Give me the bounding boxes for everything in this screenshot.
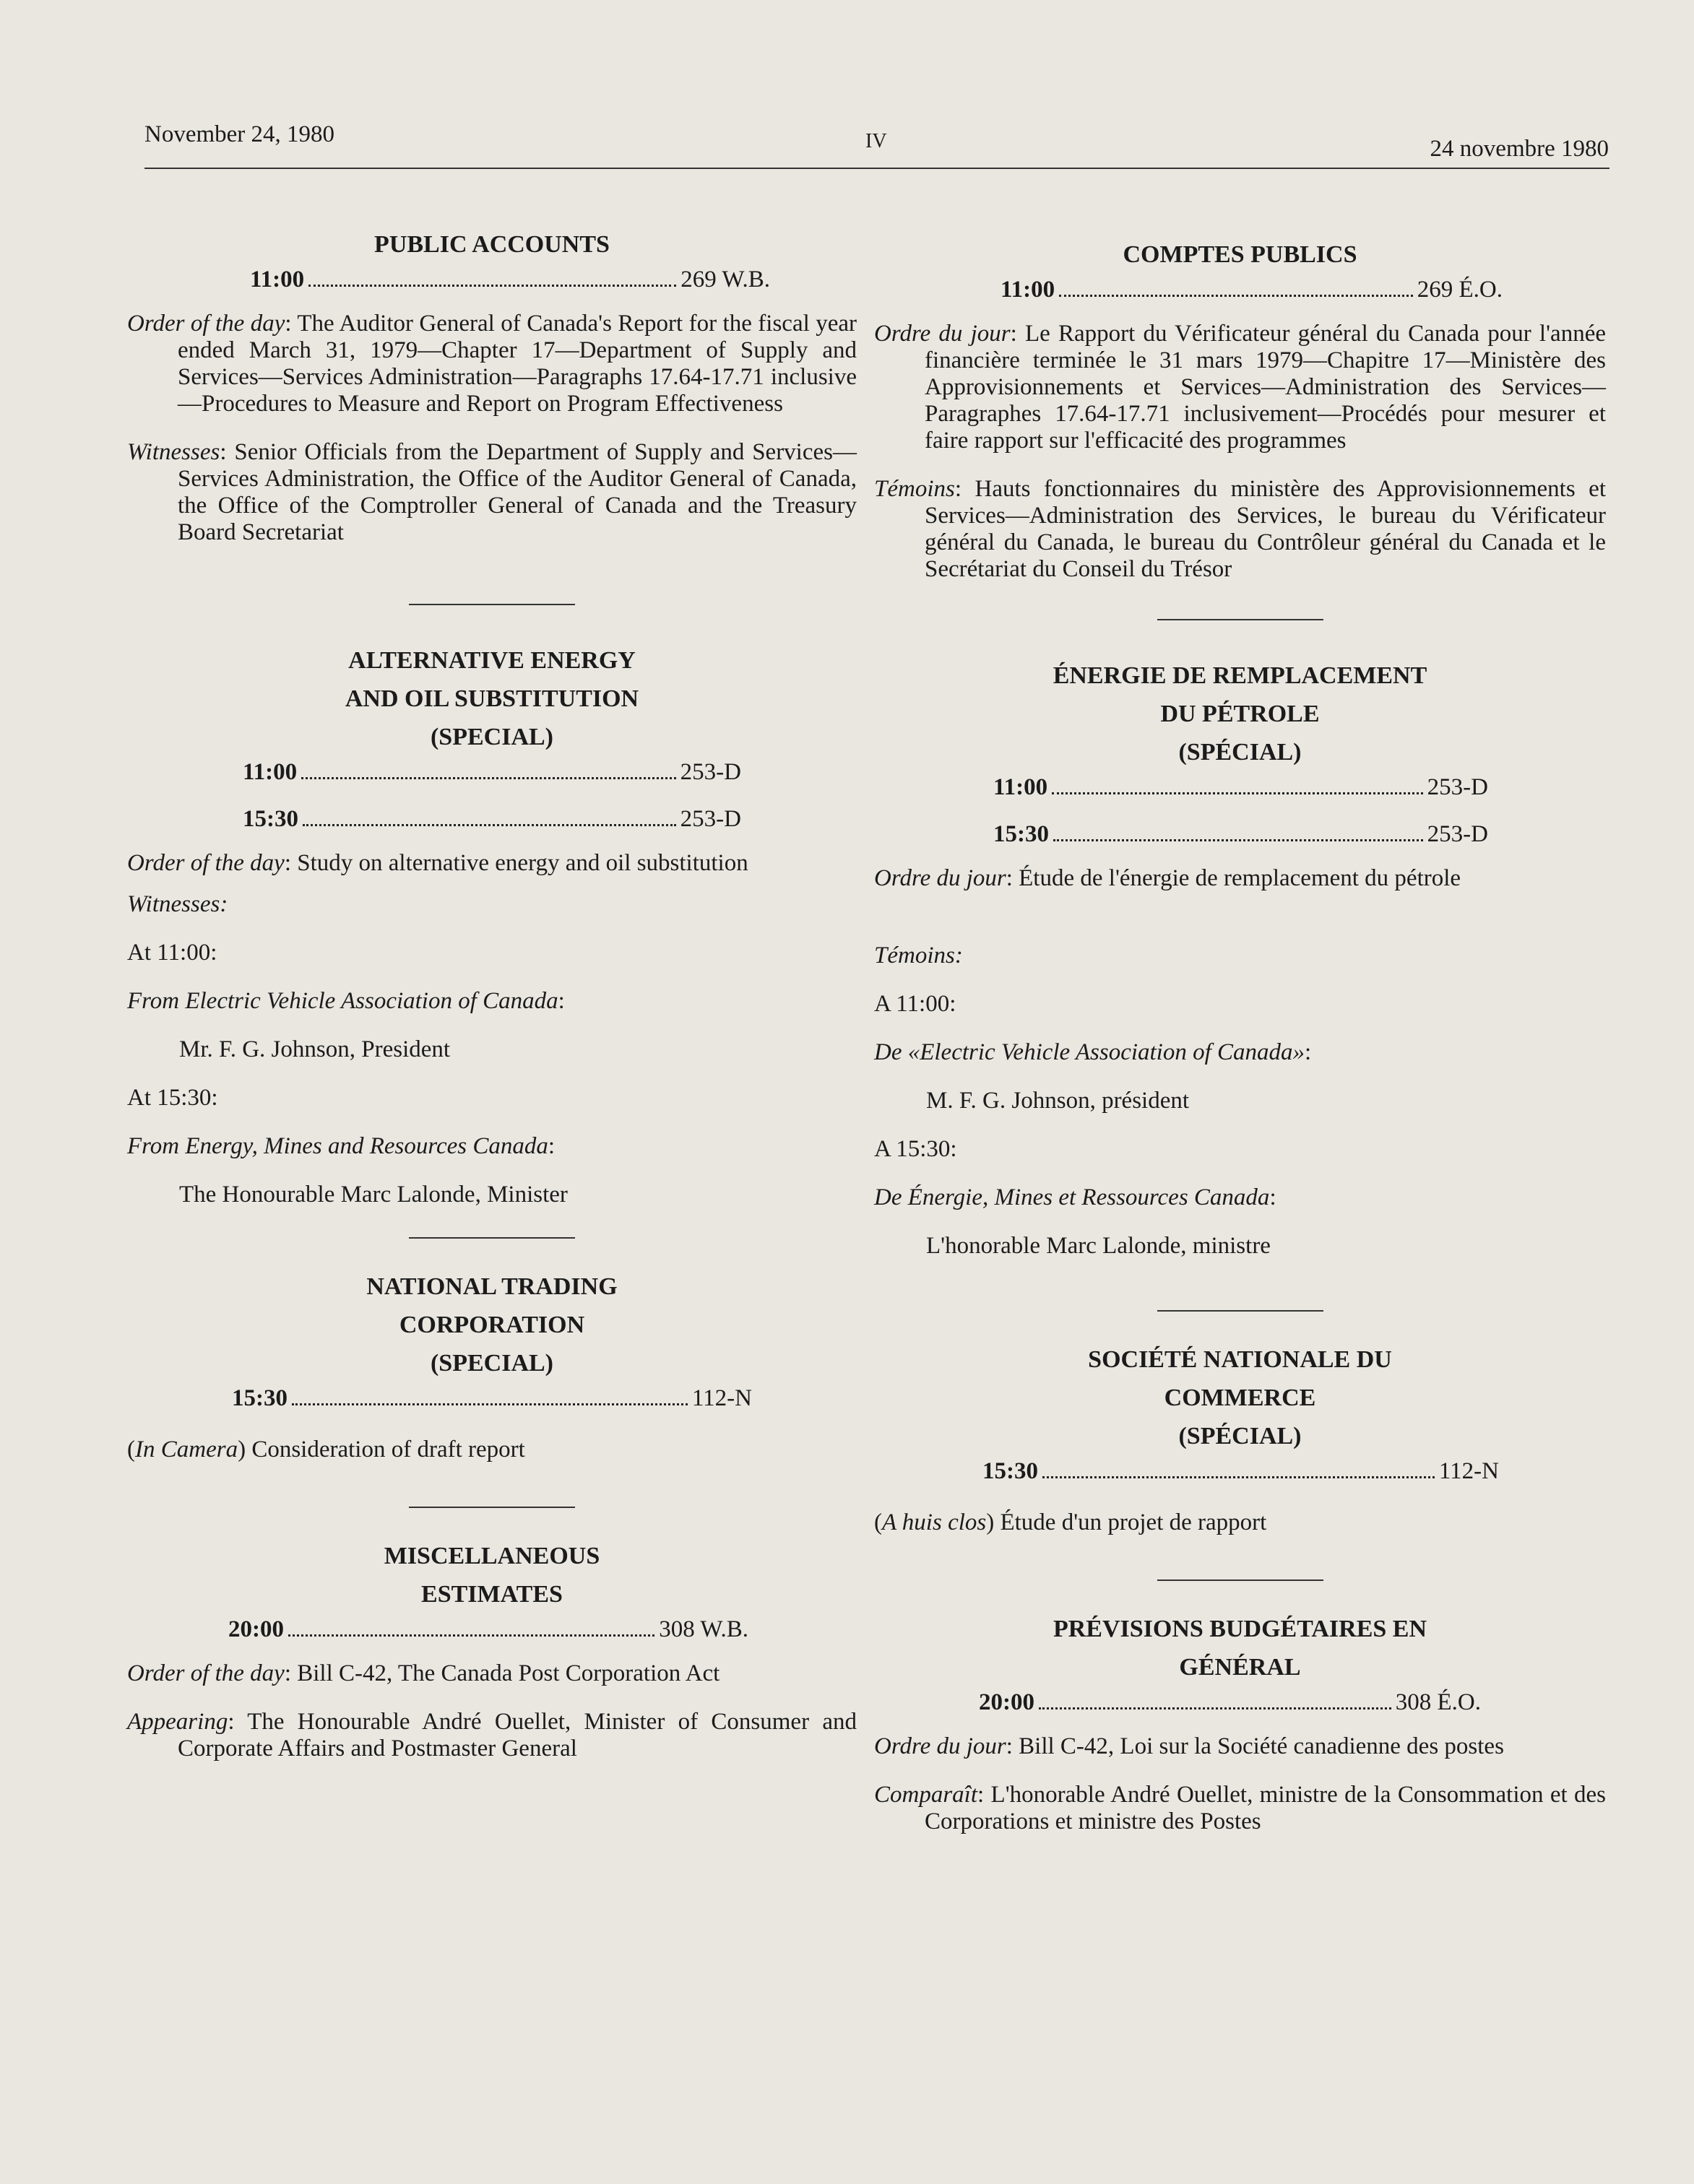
meeting-time: 20:00 — [228, 1616, 284, 1642]
order-of-the-day: Ordre du jour: Le Rapport du Vérificateur général du Canada pour l'année financière terminée le 31 mars 1979—Chapitre 17—Ministère des Approvisionnements et Services—Administration des Services—Paragraphes 17.64-17.71 inclusivement—Procédés pour mesurer et faire rapport sur l'efficacité des programmes — [874, 321, 1606, 454]
comptes-publics-section — [874, 235, 1606, 583]
witnesses: Témoins: Hauts fonctionnaires du ministère des Approvisionnements et Services—Administration des Services, le bureau du Vérificateur général du Canada, le bureau du Contrôleur général du Canada et le Secrétariat du Conseil du Trésor — [874, 476, 1606, 582]
time-label: At 11:00: — [127, 940, 217, 966]
alternative-energy-section — [127, 641, 857, 1208]
section-title: ÉNERGIE DE REMPLACEMENT — [1053, 662, 1427, 689]
witness-name: The Honourable Marc Lalonde, Minister — [179, 1182, 568, 1208]
energie-section — [874, 656, 1606, 1260]
national-trading-section — [127, 1268, 857, 1463]
dot-leader — [308, 285, 676, 287]
section-title: DU PÉTROLE — [1160, 701, 1320, 727]
dot-leader — [1039, 1707, 1391, 1710]
meeting-room: 112-N — [691, 1385, 752, 1411]
meeting-room: 269 É.O. — [1417, 277, 1503, 303]
order-of-the-day: Order of the day: Bill C-42, The Canada Post Corporation Act — [127, 1660, 720, 1686]
meeting-room: 308 É.O. — [1395, 1689, 1481, 1715]
meeting-time: 15:30 — [993, 821, 1049, 847]
header-date-french: 24 novembre 1980 — [1430, 136, 1609, 162]
meeting-room: 269 W.B. — [680, 266, 770, 292]
meeting-room: 253-D — [680, 806, 741, 832]
dot-leader — [1052, 792, 1423, 794]
header-date-english: November 24, 1980 — [144, 121, 335, 147]
dot-leader — [1042, 1476, 1435, 1478]
meeting-room: 253-D — [680, 759, 741, 785]
section-title: (SPÉCIAL) — [1178, 739, 1302, 766]
organization: From Energy, Mines and Resources Canada: — [127, 1133, 556, 1159]
dot-leader — [303, 824, 676, 826]
section-title: (SPECIAL) — [430, 724, 554, 750]
meeting-time: 11:00 — [1001, 277, 1055, 303]
meeting-time: 20:00 — [979, 1689, 1034, 1715]
section-title: ALTERNATIVE ENERGY — [348, 647, 636, 674]
organization: From Electric Vehicle Association of Canada: — [127, 988, 565, 1014]
schedule-row — [243, 806, 741, 833]
witness-name: M. F. G. Johnson, président — [926, 1088, 1190, 1114]
meeting-time: 15:30 — [243, 806, 298, 832]
order-of-the-day: Ordre du jour: Bill C-42, Loi sur la Société canadienne des postes — [874, 1733, 1504, 1759]
french-column — [874, 235, 1606, 1835]
previsions-budgetaires-section — [874, 1610, 1606, 1835]
section-title: NATIONAL TRADING — [366, 1273, 618, 1300]
dot-leader — [288, 1634, 654, 1637]
meeting-time: 11:00 — [250, 266, 305, 292]
organization: De Énergie, Mines et Ressources Canada: — [874, 1184, 1276, 1210]
appearing: Appearing: The Honourable André Ouellet, Minister of Consumer and Corporate Affairs and Postmaster General — [127, 1709, 857, 1762]
witness-name: Mr. F. G. Johnson, President — [179, 1036, 451, 1062]
order-of-the-day: Order of the day: The Auditor General of Canada's Report for the fiscal year ended March 31, 1979—Chapter 17—Department of Supply and Services—Services Administration—Paragraphs 17.64-17.71 inclusive—Procedures to Measure and Report on Program Effectiveness — [127, 311, 857, 417]
witnesses-label: Témoins: — [874, 942, 963, 968]
dot-leader — [301, 777, 676, 779]
meeting-room: 308 W.B. — [659, 1616, 748, 1642]
order-of-the-day: Ordre du jour: Étude de l'énergie de remplacement du pétrole — [874, 865, 1461, 891]
appearing: Comparaît: L'honorable André Ouellet, ministre de la Consommation et des Corporations et ministre des Postes — [874, 1782, 1606, 1834]
order-of-the-day: Order of the day: Study on alternative energy and oil substitution — [127, 850, 748, 876]
meeting-room: 253-D — [1427, 774, 1488, 800]
dot-leader — [1053, 839, 1423, 841]
dot-leader — [292, 1403, 688, 1405]
organization: De «Electric Vehicle Association of Canada»: — [874, 1039, 1312, 1065]
societe-nationale-section — [874, 1340, 1606, 1536]
section-title: COMPTES PUBLICS — [1123, 241, 1357, 268]
in-camera-note: (A huis clos) Étude d'un projet de rapport — [874, 1509, 1267, 1535]
header-rule — [144, 168, 1609, 169]
schedule-row — [232, 1385, 752, 1412]
in-camera-note: (In Camera) Consideration of draft report — [127, 1436, 525, 1462]
public-accounts-section — [127, 225, 857, 546]
page-number: IV — [865, 130, 887, 152]
time-label: A 15:30: — [874, 1136, 957, 1162]
schedule-row — [993, 821, 1488, 848]
schedule-row — [979, 1689, 1481, 1716]
section-title: ESTIMATES — [421, 1581, 563, 1608]
schedule-row — [243, 759, 741, 786]
schedule-row — [250, 266, 770, 293]
schedule-row — [228, 1616, 748, 1643]
dot-leader — [1059, 295, 1413, 297]
section-title: GÉNÉRAL — [1179, 1654, 1301, 1681]
section-title: COMMERCE — [1164, 1384, 1316, 1411]
section-title: AND OIL SUBSTITUTION — [345, 685, 639, 712]
section-title: SOCIÉTÉ NATIONALE DU — [1088, 1346, 1392, 1373]
section-title: PUBLIC ACCOUNTS — [374, 231, 610, 258]
meeting-room: 112-N — [1438, 1458, 1499, 1484]
section-title: CORPORATION — [399, 1312, 585, 1338]
section-title: PRÉVISIONS BUDGÉTAIRES EN — [1053, 1616, 1427, 1642]
witness-name: L'honorable Marc Lalonde, ministre — [926, 1233, 1271, 1259]
schedule-row — [982, 1458, 1499, 1485]
english-column — [127, 225, 857, 1762]
section-title: MISCELLANEOUS — [384, 1543, 600, 1569]
time-label: A 11:00: — [874, 991, 956, 1017]
meeting-time: 11:00 — [993, 774, 1048, 800]
schedule-row — [1001, 277, 1503, 303]
schedule-row — [993, 774, 1488, 801]
witnesses-label: Witnesses: — [127, 891, 228, 917]
meeting-time: 11:00 — [243, 759, 298, 785]
misc-estimates-section — [127, 1537, 857, 1762]
meeting-time: 15:30 — [232, 1385, 288, 1411]
time-label: At 15:30: — [127, 1085, 218, 1111]
section-title: (SPECIAL) — [430, 1350, 554, 1377]
section-title: (SPÉCIAL) — [1178, 1423, 1302, 1450]
witnesses: Witnesses: Senior Officials from the Department of Supply and Services—Services Administration, the Office of the Auditor General of Canada, the Office of the Comptroller General of Canada and the Treasury Board Secretariat — [127, 439, 857, 545]
meeting-time: 15:30 — [982, 1458, 1038, 1484]
meeting-room: 253-D — [1427, 821, 1488, 847]
